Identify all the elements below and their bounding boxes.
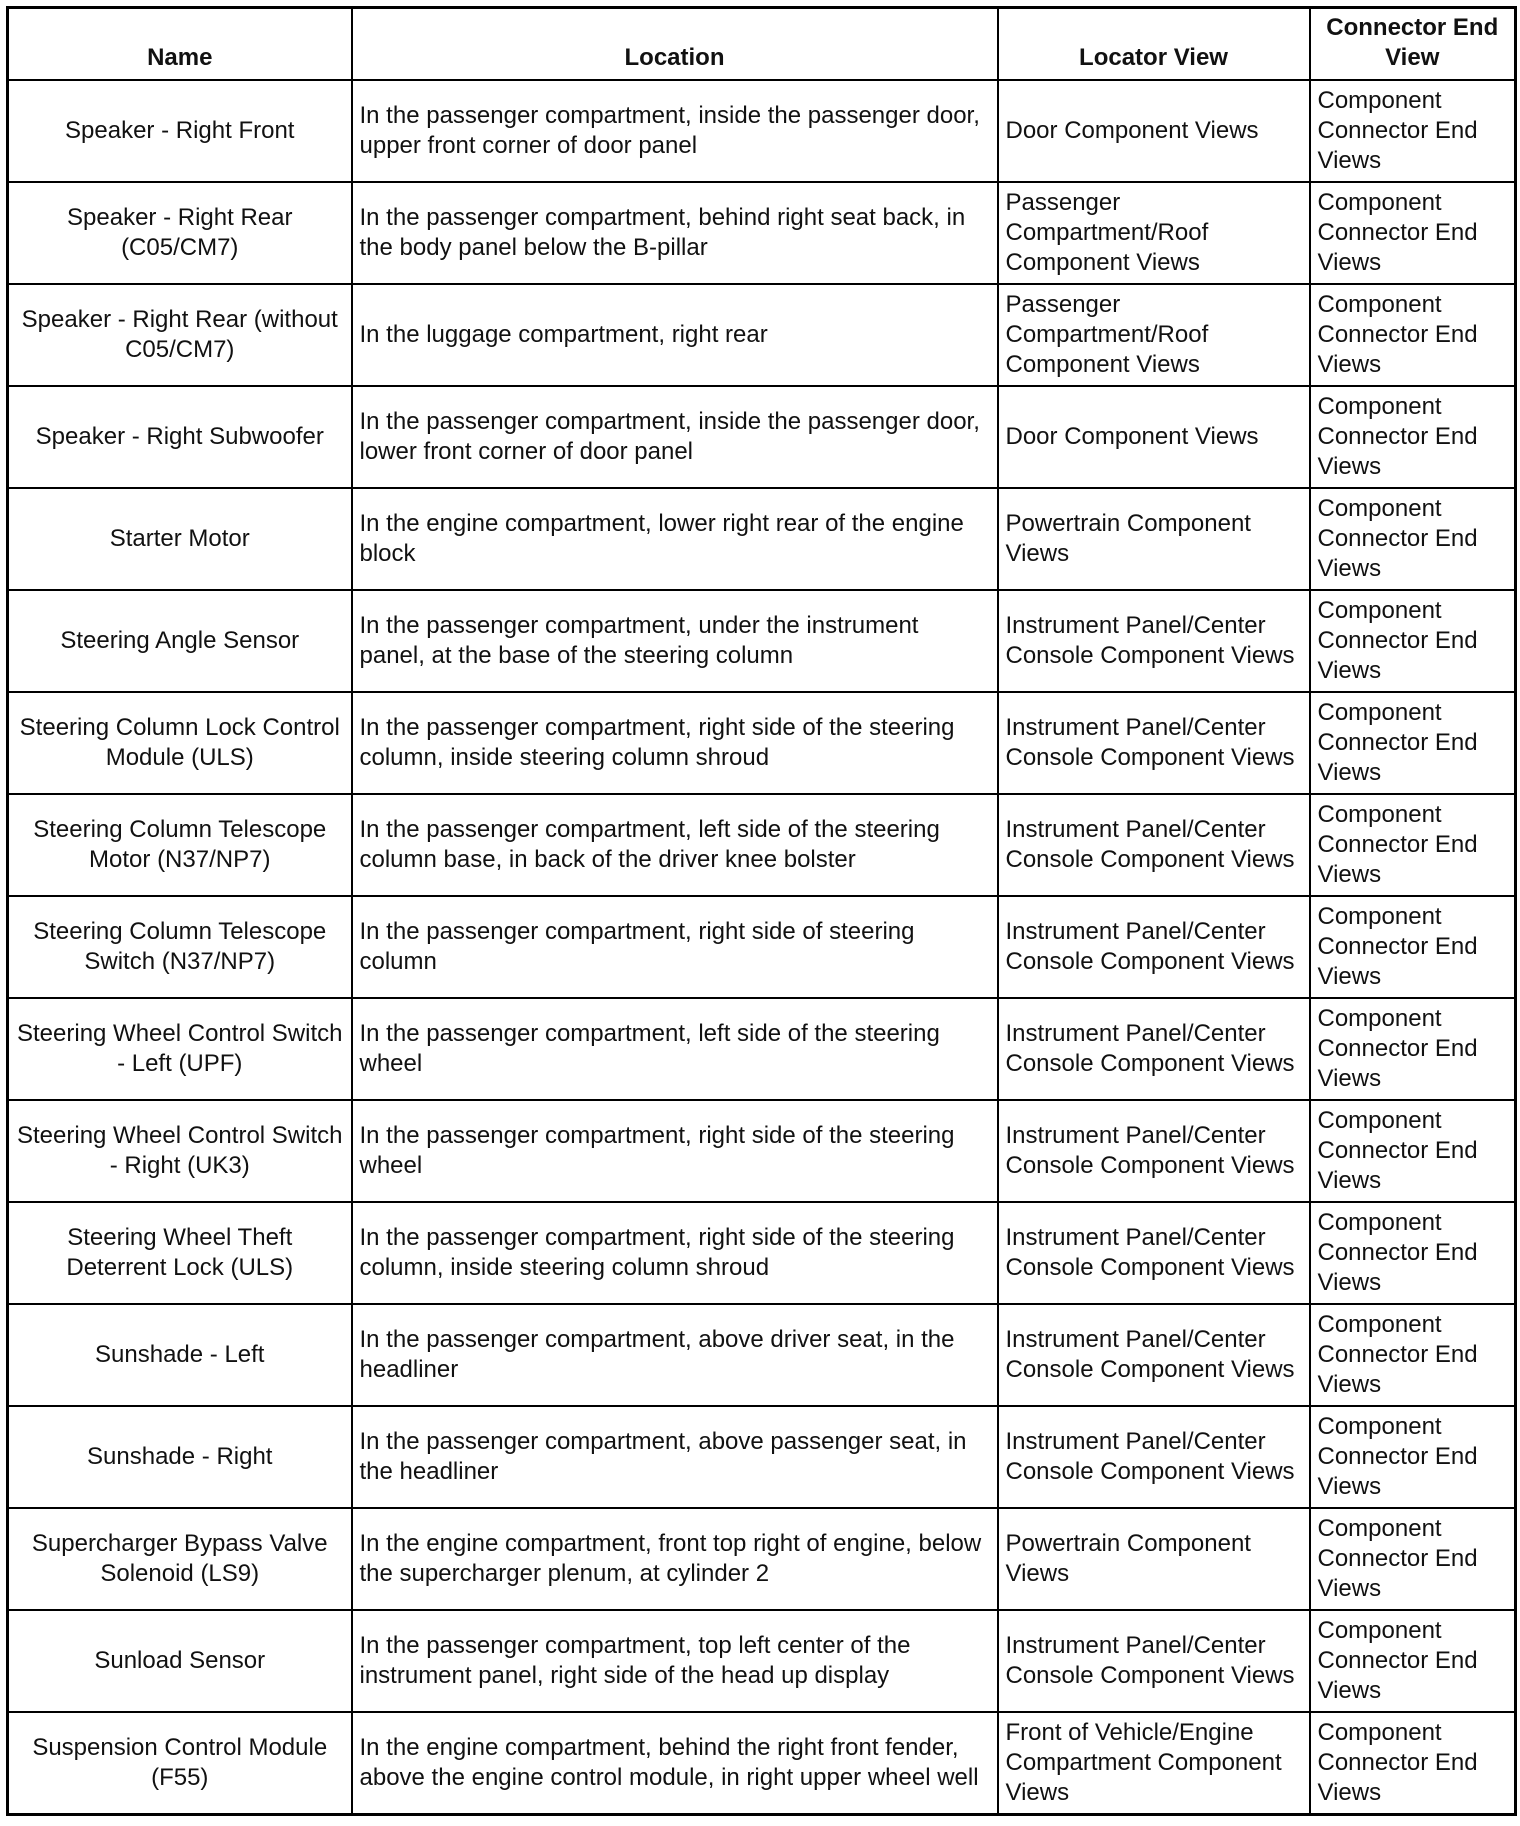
header-connector-end-view: Connector End View: [1310, 8, 1516, 80]
cell-name: Speaker - Right Rear (C05/CM7): [8, 182, 352, 284]
table-row: [8, 1304, 1516, 1406]
cell-location: In the passenger compartment, left side of the steering column base, in back of the driver knee bolster: [352, 794, 998, 896]
cell-locator-view: Powertrain Component Views: [998, 1508, 1310, 1610]
cell-locator-view: Instrument Panel/Center Console Component Views: [998, 896, 1310, 998]
cell-locator-view: Passenger Compartment/Roof Component Views: [998, 284, 1310, 386]
table-row: [8, 182, 1516, 284]
cell-locator-view: Door Component Views: [998, 80, 1310, 182]
component-locator-sheet: [6, 6, 1517, 1816]
header-location: Location: [352, 8, 998, 80]
cell-location: In the luggage compartment, right rear: [352, 284, 998, 386]
cell-location: In the passenger compartment, top left center of the instrument panel, right side of the head up display: [352, 1610, 998, 1712]
table-row: [8, 1508, 1516, 1610]
cell-name: Steering Wheel Theft Deterrent Lock (ULS): [8, 1202, 352, 1304]
cell-connector-end-view: Component Connector End Views: [1310, 1712, 1516, 1815]
table-row: [8, 590, 1516, 692]
cell-connector-end-view: Component Connector End Views: [1310, 1202, 1516, 1304]
cell-locator-view: Powertrain Component Views: [998, 488, 1310, 590]
cell-name: Suspension Control Module (F55): [8, 1712, 352, 1815]
table-row: [8, 284, 1516, 386]
cell-connector-end-view: Component Connector End Views: [1310, 386, 1516, 488]
cell-name: Starter Motor: [8, 488, 352, 590]
cell-connector-end-view: Component Connector End Views: [1310, 1100, 1516, 1202]
cell-connector-end-view: Component Connector End Views: [1310, 1508, 1516, 1610]
cell-connector-end-view: Component Connector End Views: [1310, 794, 1516, 896]
cell-name: Sunload Sensor: [8, 1610, 352, 1712]
cell-location: In the engine compartment, behind the right front fender, above the engine control module, in right upper wheel well: [352, 1712, 998, 1815]
component-locator-table: [6, 6, 1517, 1816]
header-row: [8, 8, 1516, 80]
cell-name: Steering Angle Sensor: [8, 590, 352, 692]
cell-connector-end-view: Component Connector End Views: [1310, 1610, 1516, 1712]
cell-locator-view: Instrument Panel/Center Console Component Views: [998, 1202, 1310, 1304]
cell-connector-end-view: Component Connector End Views: [1310, 590, 1516, 692]
cell-connector-end-view: Component Connector End Views: [1310, 692, 1516, 794]
cell-location: In the passenger compartment, above driver seat, in the headliner: [352, 1304, 998, 1406]
cell-connector-end-view: Component Connector End Views: [1310, 1406, 1516, 1508]
cell-locator-view: Instrument Panel/Center Console Component Views: [998, 1100, 1310, 1202]
cell-location: In the passenger compartment, inside the passenger door, upper front corner of door panel: [352, 80, 998, 182]
cell-locator-view: Instrument Panel/Center Console Component Views: [998, 1304, 1310, 1406]
cell-location: In the passenger compartment, right side of the steering column, inside steering column shroud: [352, 692, 998, 794]
cell-connector-end-view: Component Connector End Views: [1310, 284, 1516, 386]
cell-location: In the engine compartment, front top right of engine, below the supercharger plenum, at cylinder 2: [352, 1508, 998, 1610]
table-header: [8, 8, 1516, 80]
cell-name: Speaker - Right Rear (without C05/CM7): [8, 284, 352, 386]
cell-locator-view: Passenger Compartment/Roof Component Views: [998, 182, 1310, 284]
cell-name: Steering Wheel Control Switch - Right (UK3): [8, 1100, 352, 1202]
cell-connector-end-view: Component Connector End Views: [1310, 998, 1516, 1100]
cell-name: Supercharger Bypass Valve Solenoid (LS9): [8, 1508, 352, 1610]
cell-location: In the passenger compartment, above passenger seat, in the headliner: [352, 1406, 998, 1508]
cell-name: Steering Column Telescope Switch (N37/NP7): [8, 896, 352, 998]
cell-locator-view: Front of Vehicle/Engine Compartment Component Views: [998, 1712, 1310, 1815]
cell-connector-end-view: Component Connector End Views: [1310, 1304, 1516, 1406]
cell-name: Steering Wheel Control Switch - Left (UPF): [8, 998, 352, 1100]
table-row: [8, 386, 1516, 488]
header-name: Name: [8, 8, 352, 80]
table-row: [8, 1610, 1516, 1712]
cell-connector-end-view: Component Connector End Views: [1310, 488, 1516, 590]
table-row: [8, 1100, 1516, 1202]
cell-connector-end-view: Component Connector End Views: [1310, 80, 1516, 182]
cell-location: In the passenger compartment, right side of the steering column, inside steering column shroud: [352, 1202, 998, 1304]
cell-locator-view: Instrument Panel/Center Console Component Views: [998, 794, 1310, 896]
table-row: [8, 896, 1516, 998]
cell-connector-end-view: Component Connector End Views: [1310, 182, 1516, 284]
table-row: [8, 1406, 1516, 1508]
cell-name: Speaker - Right Subwoofer: [8, 386, 352, 488]
header-locator-view: Locator View: [998, 8, 1310, 80]
cell-name: Speaker - Right Front: [8, 80, 352, 182]
cell-name: Sunshade - Right: [8, 1406, 352, 1508]
cell-locator-view: Instrument Panel/Center Console Component Views: [998, 1610, 1310, 1712]
cell-location: In the passenger compartment, right side of the steering wheel: [352, 1100, 998, 1202]
cell-locator-view: Door Component Views: [998, 386, 1310, 488]
cell-locator-view: Instrument Panel/Center Console Component Views: [998, 692, 1310, 794]
table-row: [8, 488, 1516, 590]
cell-location: In the passenger compartment, behind right seat back, in the body panel below the B-pillar: [352, 182, 998, 284]
cell-locator-view: Instrument Panel/Center Console Component Views: [998, 1406, 1310, 1508]
table-row: [8, 692, 1516, 794]
cell-location: In the passenger compartment, inside the passenger door, lower front corner of door panel: [352, 386, 998, 488]
cell-locator-view: Instrument Panel/Center Console Component Views: [998, 998, 1310, 1100]
table-body: [8, 80, 1516, 1815]
cell-name: Steering Column Telescope Motor (N37/NP7): [8, 794, 352, 896]
cell-locator-view: Instrument Panel/Center Console Component Views: [998, 590, 1310, 692]
cell-connector-end-view: Component Connector End Views: [1310, 896, 1516, 998]
table-row: [8, 1712, 1516, 1815]
table-row: [8, 998, 1516, 1100]
cell-location: In the passenger compartment, left side of the steering wheel: [352, 998, 998, 1100]
cell-location: In the engine compartment, lower right rear of the engine block: [352, 488, 998, 590]
cell-name: Steering Column Lock Control Module (ULS): [8, 692, 352, 794]
table-row: [8, 80, 1516, 182]
cell-location: In the passenger compartment, under the instrument panel, at the base of the steering column: [352, 590, 998, 692]
table-row: [8, 1202, 1516, 1304]
cell-location: In the passenger compartment, right side of steering column: [352, 896, 998, 998]
cell-name: Sunshade - Left: [8, 1304, 352, 1406]
table-row: [8, 794, 1516, 896]
